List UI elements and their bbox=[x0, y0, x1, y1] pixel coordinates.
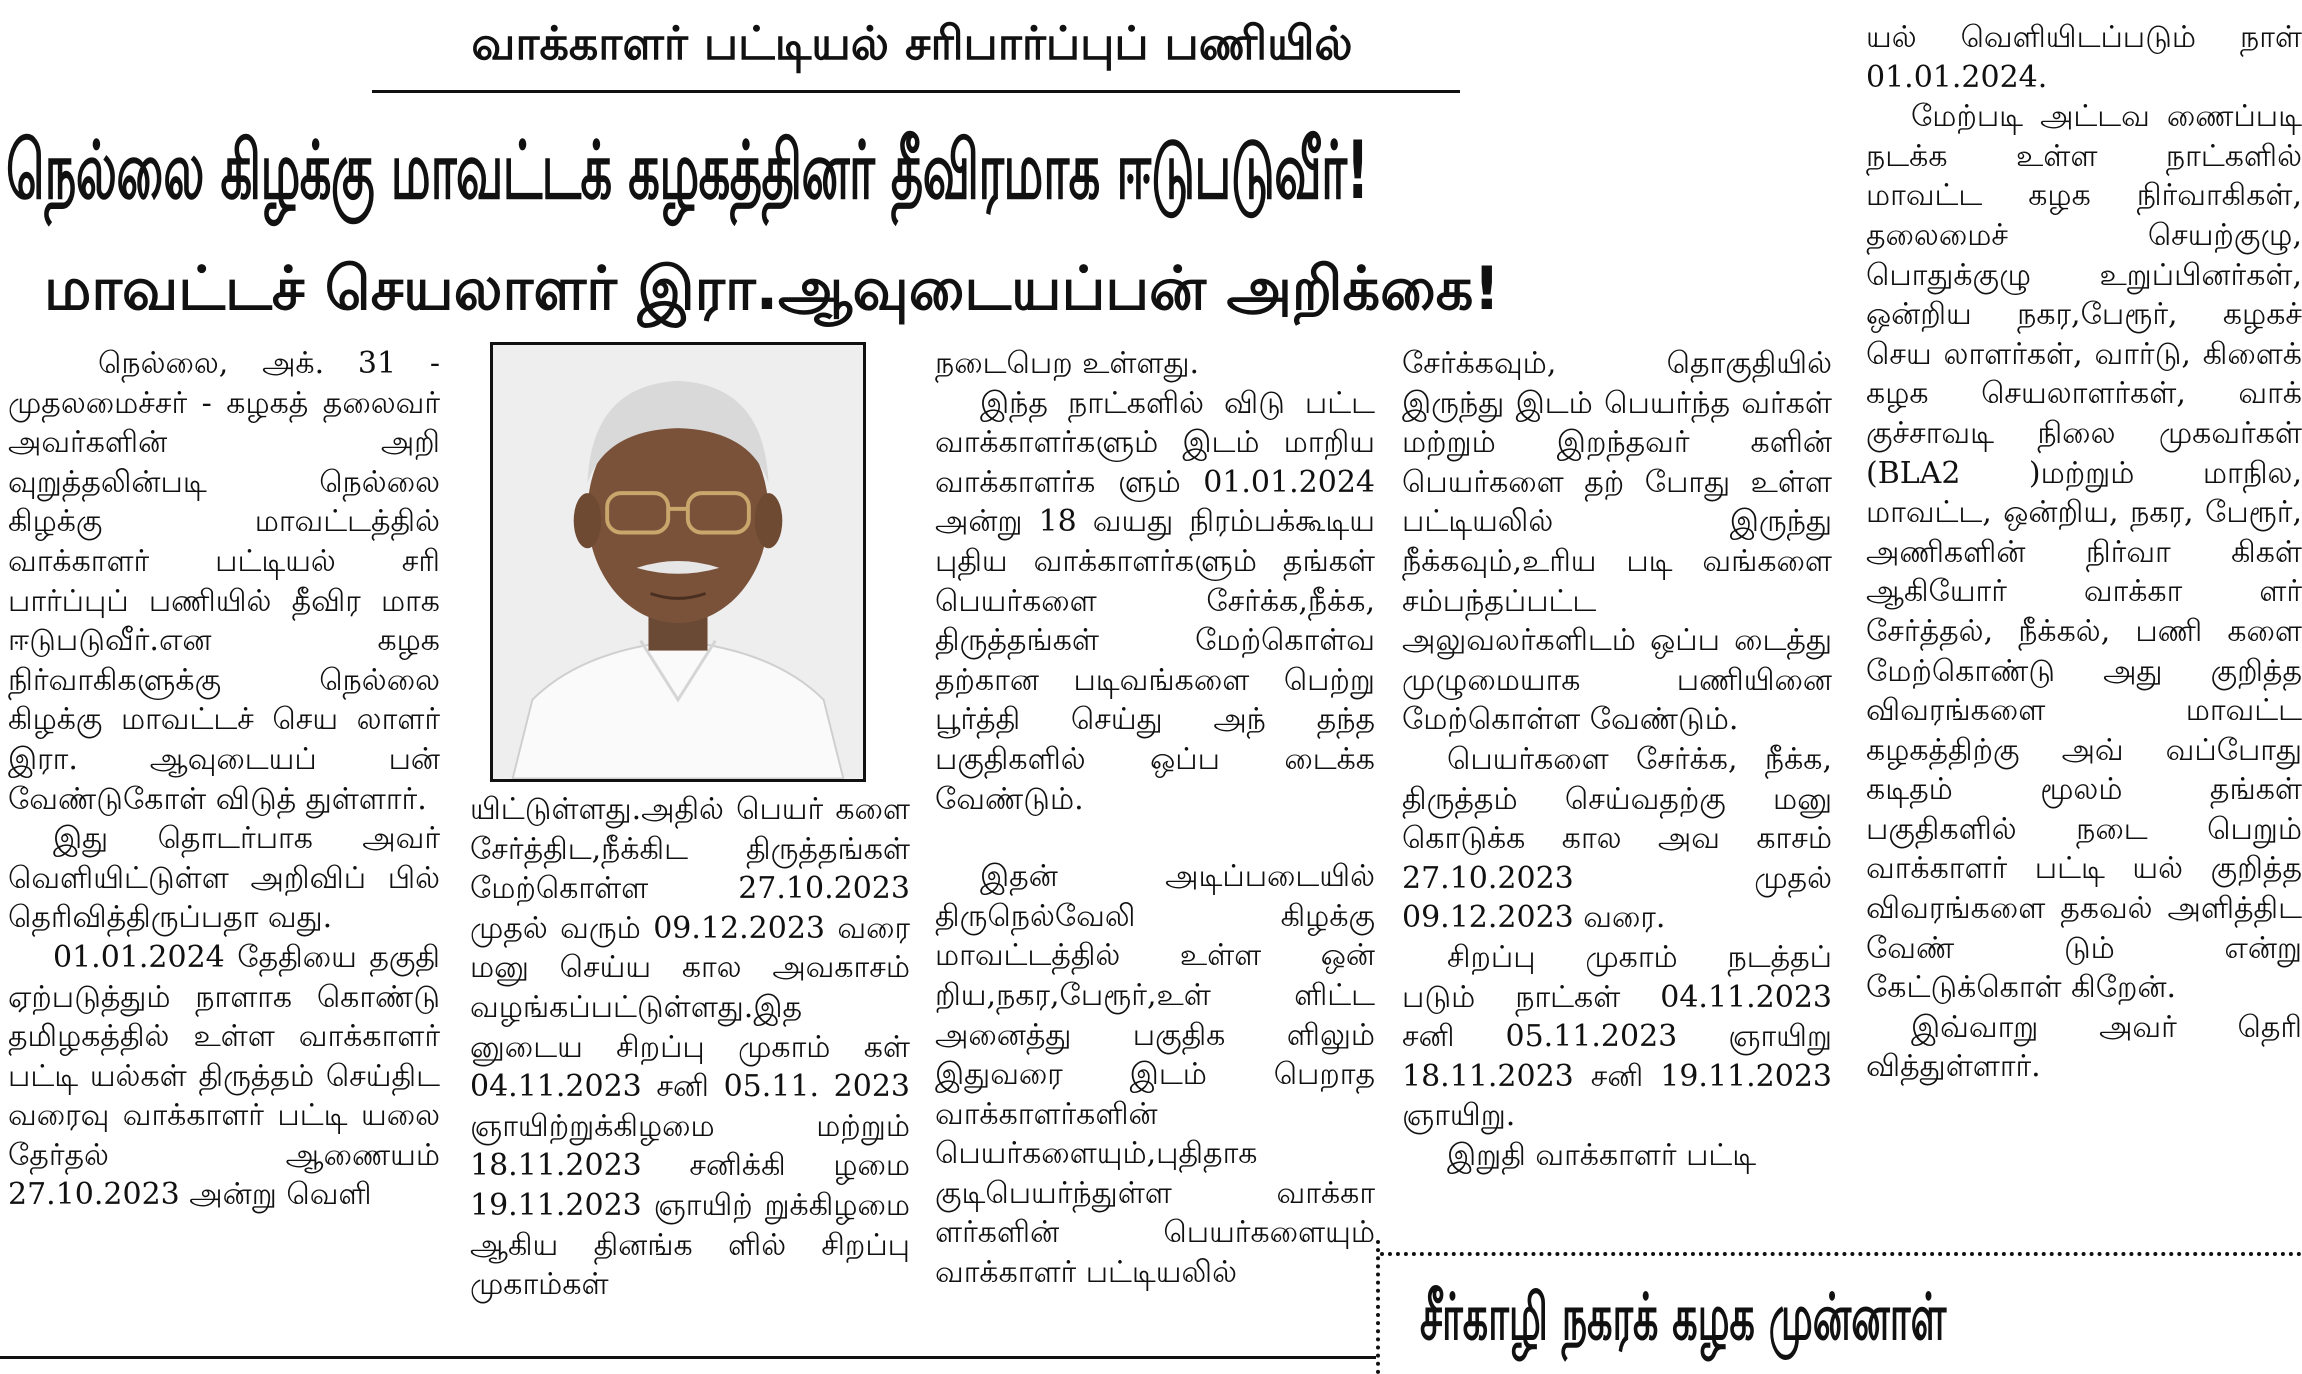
paragraph: யிட்டுள்ளது.அதில் பெயர் களை சேர்த்திட,நீக்கிட திருத்தங்கள் மேற்கொள்ள 27.10.2023 முதல் வரும் 09.12.2023 வரை மனு செய்ய கால அவகாசம் வழங்கப்பட்டுள்ளது.இத னுடைய சிறப்பு முகாம் கள் 04.11.2023 சனி 05.11. 2023 ஞாயிற்றுக்கிழமை மற்றும் 18.11.2023 சனிக்கி ழமை 19.11.2023 ஞாயிற் றுக்கிழமை ஆகிய தினங்க ளில் சிறப்பு முகாம்கள் bbox=[470, 792, 910, 1303]
paragraph: நெல்லை, அக். 31 - முதலமைச்சர் - கழகத் தலைவர் அவர்களின் அறி வுறுத்தலின்படி நெல்லை கிழக்கு மாவட்டத்தில் வாக்காளர் பட்டியல் சரி பார்ப்புப் பணியில் தீவிர மாக ஈடுபடுவீர்.என கழக நிர்வாகிகளுக்கு நெல்லை கிழக்கு மாவட்டச் செய லாளர் இரா. ஆவுடையப் பன் வேண்டுகோள் விடுத் துள்ளார். bbox=[8, 346, 440, 817]
portrait-photo-icon bbox=[493, 345, 863, 779]
portrait-photo bbox=[490, 342, 866, 782]
kicker-rule bbox=[372, 90, 1460, 93]
paragraph: யல் வெளியிடப்படும் நாள் 01.01.2024. bbox=[1866, 20, 2302, 95]
next-article-headline: சீர்காழி நகரக் கழக முன்னாள் bbox=[1420, 1281, 1947, 1355]
paragraph: மேற்படி அட்டவ ணைப்படி நடக்க உள்ள நாட்களில் மாவட்ட கழக நிர்வாகிகள், தலைமைச் செயற்குழு, பொதுக்குழு உறுப்பினர்கள், ஒன்றிய நகர,பேரூர், கழகச் செய லாளர்கள், வார்டு, கிளைக் கழக செயலாளர்கள், வாக் குச்சாவடி நிலை முகவர்கள் (BLA2 )மற்றும் மாநில, மாவட்ட, ஒன்றிய, நகர, பேரூர், அணிகளின் நிர்வா கிகள் ஆகியோர் வாக்கா ளர் சேர்த்தல், நீக்கல், பணி களை மேற்கொண்டு அது குறித்த விவரங்களை மாவட்ட கழகத்திற்கு அவ் வப்போது கடிதம் மூலம் தங்கள் பகுதிகளில் நடை பெறும் வாக்காளர் பட்டி யல் குறித்த விவரங்களை தகவல் அளித்திட வேண் டும் என்று கேட்டுக்கொள் கிறேன். bbox=[1866, 99, 2302, 1006]
text-column-5 bbox=[1866, 18, 2302, 1238]
article-kicker: வாக்காளர் பட்டியல் சரிபார்ப்புப் பணியில் bbox=[471, 16, 1353, 70]
paragraph: நடைபெற உள்ளது. bbox=[935, 346, 1200, 381]
article-subhead: மாவட்டச் செயலாளர் இரா.ஆவுடையப்பன் அறிக்கை! bbox=[44, 254, 1501, 324]
text-column-2 bbox=[470, 790, 910, 1350]
paragraph: சேர்க்கவும், தொகுதியில் இருந்து இடம் பெயர்ந்த வர்கள் மற்றும் இறந்தவர் களின் பெயர்களை தற் போது உள்ள பட்டியலில் இருந்து நீக்கவும்,உரிய படி வங்களை சம்பந்தப்பட்ட அலுவலர்களிடம் ஒப்ப டைத்து முழுமையாக பணியினை மேற்கொள்ள வேண்டும். bbox=[1402, 346, 1832, 738]
article-divider-vertical bbox=[1376, 1240, 1380, 1374]
article-divider-horizontal bbox=[1380, 1252, 2302, 1256]
paragraph: இதன் அடிப்படையில் திருநெல்வேலி கிழக்கு மாவட்டத்தில் உள்ள ஒன் றிய,நகர,பேரூர்,உள் ளிட்ட அனைத்து பகுதிக ளிலும் இதுவரை இடம் பெறாத வாக்காளர்களின் பெயர்களையும்,புதிதாக குடிபெயர்ந்துள்ள வாக்கா ளர்களின் பெயர்களையும் வாக்காளர் பட்டியலில் bbox=[935, 859, 1375, 1291]
paragraph: இறுதி வாக்காளர் பட்டி bbox=[1447, 1137, 1757, 1173]
paragraph: இந்த நாட்களில் விடு பட்ட வாக்காளர்களும் இடம் மாறிய வாக்காளர்க ளும் 01.01.2024 அன்று 18 வயது நிரம்பக்கூடிய புதிய வாக்காளர்களும் தங்கள் பெயர்களை சேர்க்க,நீக்க, திருத்தங்கள் மேற்கொள்வ தற்கான படிவங்களை பெற்று பூர்த்தி செய்து அந் தந்த பகுதிகளில் ஒப்ப டைக்க வேண்டும். bbox=[935, 385, 1375, 817]
paragraph: இது தொடர்பாக அவர் வெளியிட்டுள்ள அறிவிப் பில் தெரிவித்திருப்பதா வது. bbox=[8, 821, 440, 936]
paragraph: சிறப்பு முகாம் நடத்தப் படும் நாட்கள் 04.11.2023 சனி 05.11.2023 ஞாயிறு 18.11.2023 சனி 19.11.2023 ஞாயிறு. bbox=[1402, 939, 1832, 1134]
paragraph: 01.01.2024 தேதியை தகுதி ஏற்படுத்தும் நாளாக கொண்டு தமிழகத்தில் உள்ள வாக்காளர் பட்டி யல்கள் திருத்தம் செய்திட வரைவு வாக்காளர் பட்டி யலை தேர்தல் ஆணையம் 27.10.2023 அன்று வெளி bbox=[8, 939, 440, 1213]
paragraph: இவ்வாறு அவர் தெரி வித்துள்ளார். bbox=[1866, 1009, 2302, 1085]
text-column-4 bbox=[1402, 344, 1832, 1234]
paragraph: பெயர்களை சேர்க்க, நீக்க, திருத்தம் செய்வதற்கு மனு கொடுக்க கால அவ காசம் 27.10.2023 முதல் 09.12.2023 வரை. bbox=[1402, 741, 1832, 936]
text-column-1 bbox=[8, 344, 440, 1334]
article-headline: நெல்லை கிழக்கு மாவட்டக் கழகத்தினர் தீவிரமாக ஈடுபடுவீர்! bbox=[6, 124, 1369, 217]
text-column-3 bbox=[935, 344, 1375, 1354]
bottom-rule bbox=[0, 1356, 1376, 1359]
